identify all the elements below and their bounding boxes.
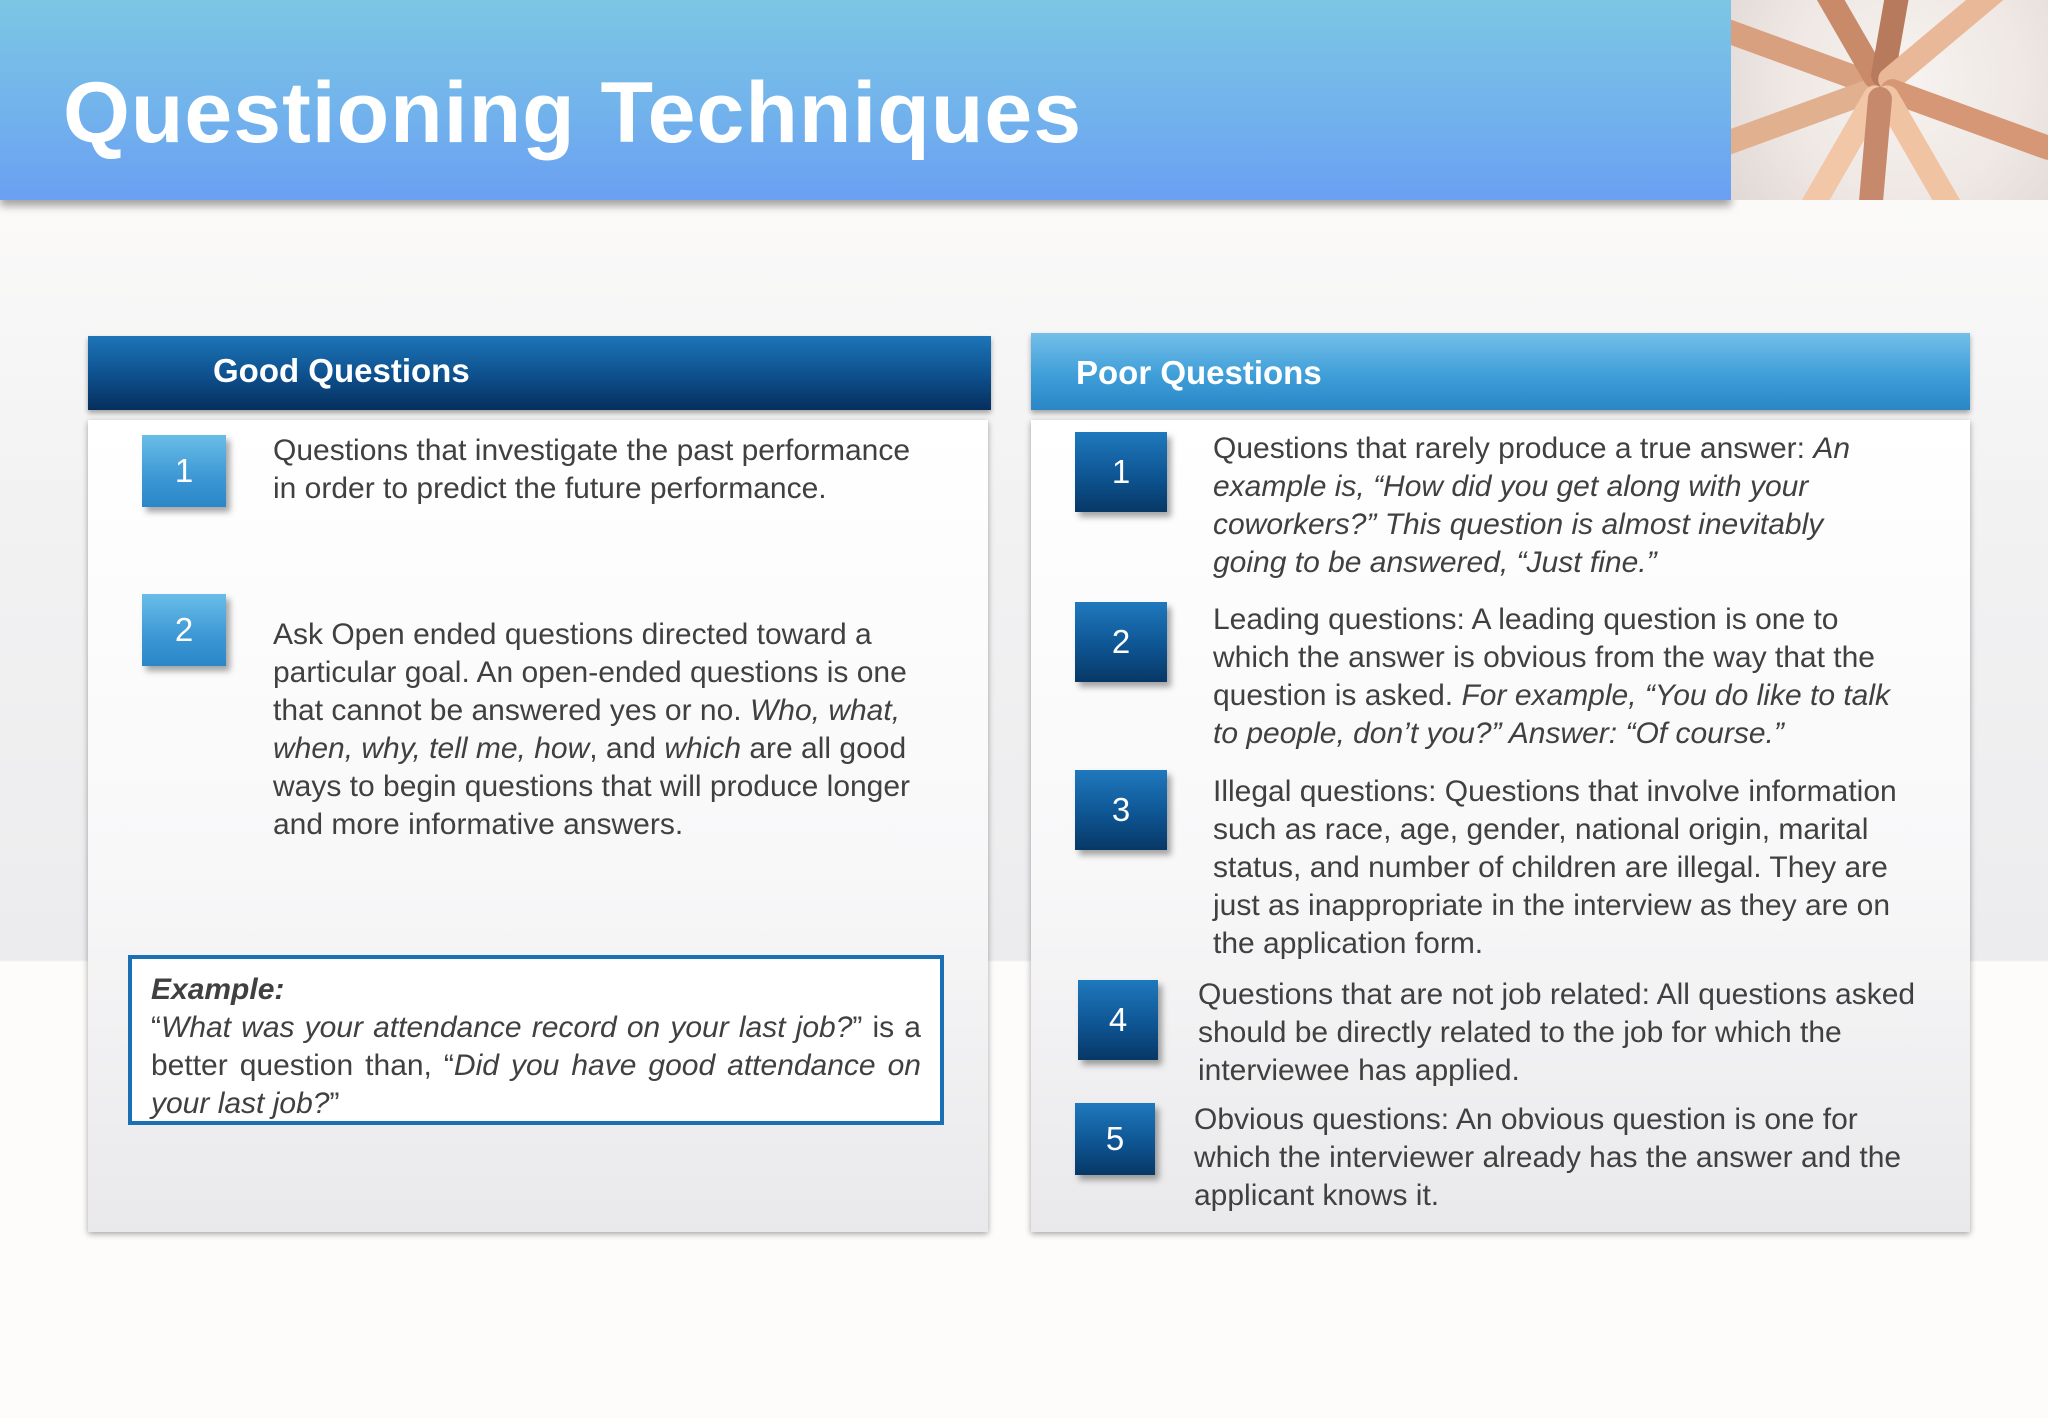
poor-item-4-text: Questions that are not job related: All questions asked should be directly related to the job for which the interviewee has applied. xyxy=(1198,978,1916,1087)
good-item-2-text: Ask Open ended questions directed toward a particular goal. An open-ended questions is one that cannot be answered yes or no. Who, what, when, why, tell me, how, and which are all good ways to begin questions that will produce longer and more informative answers. xyxy=(273,618,911,841)
poor-item-2-text: Leading questions: A leading question is one to which the answer is obvious from the way that the question is asked. For example, “You do like to talk to people, don’t you?” Answer: “Of course.” xyxy=(1213,603,1891,750)
example-label: Example: xyxy=(151,973,285,1006)
example-box: Example: “What was your attendance record on your last job?” is a better question than, “Did you have good attendance on your last job?” xyxy=(128,955,944,1125)
page-title: Questioning Techniques xyxy=(63,65,1083,161)
poor-item-3-number: 3 xyxy=(1075,770,1167,850)
poor-item-5-number: 5 xyxy=(1075,1103,1155,1175)
poor-item-4-number: 4 xyxy=(1078,980,1158,1060)
good-questions-heading: Good Questions xyxy=(213,352,470,389)
team-hands-photo xyxy=(1731,0,2048,200)
poor-questions-heading: Poor Questions xyxy=(1076,354,1322,391)
poor-questions-header xyxy=(1031,333,1970,410)
title-banner xyxy=(0,0,1731,200)
good-questions-header xyxy=(88,336,991,410)
good-item-1-number: 1 xyxy=(142,435,226,507)
poor-item-2-number: 2 xyxy=(1075,602,1167,682)
poor-item-1-text: Questions that rarely produce a true answer: An example is, “How did you get along with your coworkers?” This question is almost inevitably going to be answered, “Just fine.” xyxy=(1213,432,1851,579)
poor-item-1-number: 1 xyxy=(1075,432,1167,512)
poor-item-5-text: Obvious questions: An obvious question is one for which the interviewer already has the answer and the applicant knows it. xyxy=(1194,1103,1902,1212)
poor-item-3-text: Illegal questions: Questions that involve information such as race, age, gender, national origin, marital status, and number of children are illegal. They are just as inappropriate in the interview as they are on the application form. xyxy=(1213,775,1897,960)
good-item-2-number: 2 xyxy=(142,594,226,666)
good-item-1-text: Questions that investigate the past performance in order to predict the future performance. xyxy=(273,434,911,505)
